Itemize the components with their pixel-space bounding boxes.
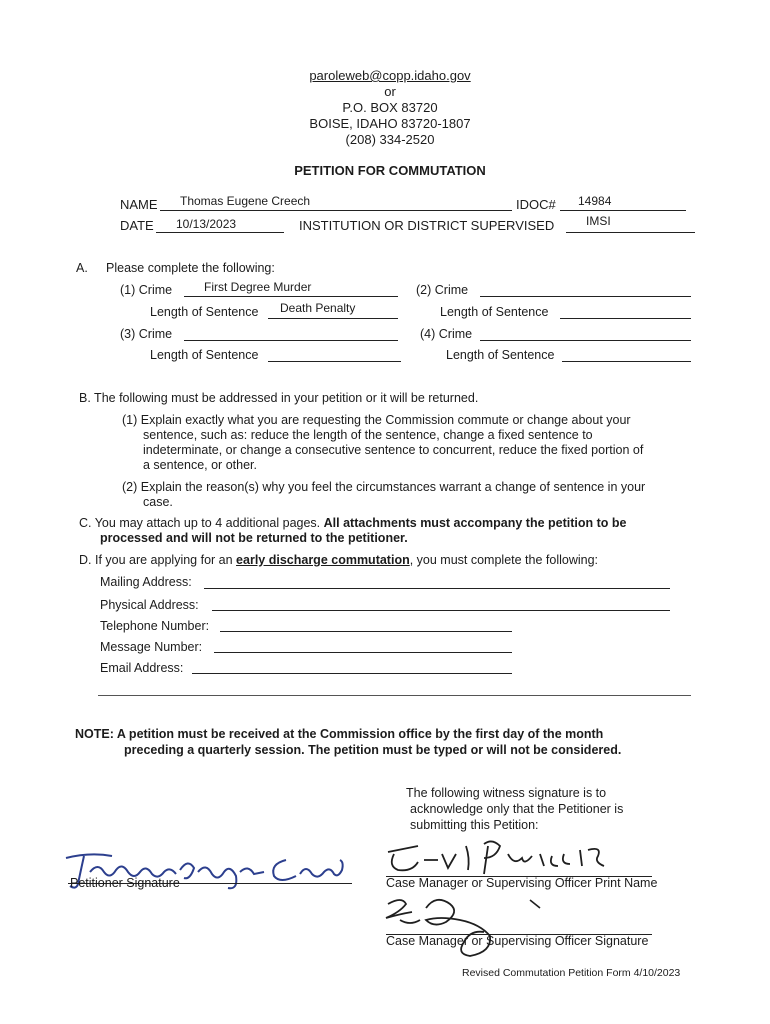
section-b-item-1-line-2: sentence, such as: reduce the length of the sentence, change a fixed sentence to <box>143 428 593 442</box>
note-line-1: NOTE: A petition must be received at the Commission office by the first day of the month <box>75 727 604 741</box>
mailing-address-line[interactable] <box>204 588 670 589</box>
section-c-bold-1: All attachments must accompany the petition to be <box>323 516 627 530</box>
section-a-intro: Please complete the following: <box>106 261 275 275</box>
crime-4-line[interactable] <box>480 340 691 341</box>
section-d-emphasis: early discharge commutation <box>236 553 410 567</box>
institution-label: INSTITUTION OR DISTRICT SUPERVISED <box>299 218 555 233</box>
crime-2-label: (2) Crime <box>416 283 469 297</box>
note-line-2: preceding a quarterly session. The petition must be typed or will not be considered. <box>124 743 622 757</box>
telephone-number-line[interactable] <box>220 631 512 632</box>
crime-3-length-label: Length of Sentence <box>150 348 259 362</box>
crime-2-line[interactable] <box>480 296 691 297</box>
section-b-intro: B. The following must be addressed in your petition or it will be returned. <box>79 391 479 405</box>
witness-text-line-2: acknowledge only that the Petitioner is <box>410 802 624 816</box>
mailing-address-label: Mailing Address: <box>100 575 192 589</box>
crime-3-label: (3) Crime <box>120 327 173 341</box>
section-b-item-1-line-4: a sentence, or other. <box>143 458 257 472</box>
crime-1-line <box>184 296 398 297</box>
message-number-line[interactable] <box>214 652 512 653</box>
date-line <box>156 232 284 233</box>
section-b-item-2-line-2: case. <box>143 495 173 509</box>
section-b-item-1-line-3: indeterminate, or change a consecutive sentence to concurrent, reduce the fixed portion of <box>143 443 644 457</box>
section-d-intro <box>79 553 598 567</box>
email-address-line[interactable] <box>192 673 512 674</box>
idoc-value[interactable]: 14984 <box>578 194 612 208</box>
page-title: PETITION FOR COMMUTATION <box>294 163 486 178</box>
email-address-label: Email Address: <box>100 661 184 675</box>
crime-4-label: (4) Crime <box>420 327 473 341</box>
date-label: DATE <box>120 218 154 233</box>
po-box: P.O. BOX 83720 <box>342 100 438 115</box>
case-manager-signature-image <box>380 890 560 962</box>
commission-email[interactable]: paroleweb@copp.idaho.gov <box>309 68 471 83</box>
case-manager-print-name-label: Case Manager or Supervising Officer Print Name <box>386 876 658 890</box>
physical-address-label: Physical Address: <box>100 598 199 612</box>
form-revision-footer: Revised Commutation Petition Form 4/10/2023 <box>462 967 681 979</box>
crime-1-length-label: Length of Sentence <box>150 305 259 319</box>
name-value[interactable]: Thomas Eugene Creech <box>180 194 311 208</box>
section-c-line-1 <box>79 516 626 530</box>
section-c-bold-2: processed and will not be returned to the petitioner. <box>100 531 408 545</box>
idoc-line <box>560 210 686 211</box>
crime-2-length-label: Length of Sentence <box>440 305 549 319</box>
section-d-suffix: , you must complete the following: <box>409 553 599 567</box>
section-c-prefix: C. You may attach up to 4 additional pages. <box>79 516 321 530</box>
telephone-number-label: Telephone Number: <box>100 619 210 633</box>
crime-3-line[interactable] <box>184 340 398 341</box>
city-state-zip: BOISE, IDAHO 83720-1807 <box>309 116 471 131</box>
case-manager-signature-label: Case Manager or Supervising Officer Signature <box>386 934 649 948</box>
crime-1-length-line <box>268 318 398 319</box>
section-b-item-2-line-1: (2) Explain the reason(s) why you feel the circumstances warrant a change of sentence in your <box>122 480 646 494</box>
name-label: NAME <box>120 197 158 212</box>
section-divider <box>98 695 691 696</box>
crime-1-length-value[interactable]: Death Penalty <box>280 301 356 315</box>
crime-2-length-line[interactable] <box>560 318 691 319</box>
phone-number: (208) 334-2520 <box>345 132 435 147</box>
crime-1-label: (1) Crime <box>120 283 173 297</box>
crime-4-length-line[interactable] <box>562 361 691 362</box>
name-line <box>160 210 512 211</box>
message-number-label: Message Number: <box>100 640 203 654</box>
header-or: or <box>384 84 396 99</box>
physical-address-line[interactable] <box>212 610 670 611</box>
case-manager-print-name-image <box>384 836 634 880</box>
witness-text-line-1: The following witness signature is to <box>406 786 607 800</box>
section-b-item-1-line-1: (1) Explain exactly what you are requesting the Commission commute or change about your <box>122 413 631 427</box>
crime-3-length-line[interactable] <box>268 361 401 362</box>
institution-value[interactable]: IMSI <box>586 214 611 228</box>
idoc-label: IDOC# <box>516 197 556 212</box>
petitioner-signature-label: Petitioner Signature <box>70 876 180 890</box>
crime-4-length-label: Length of Sentence <box>446 348 555 362</box>
section-a-letter: A. <box>76 261 88 275</box>
institution-line <box>566 232 695 233</box>
section-d-prefix: D. If you are applying for an <box>79 553 233 567</box>
witness-text-line-3: submitting this Petition: <box>410 818 539 832</box>
date-value[interactable]: 10/13/2023 <box>176 217 237 231</box>
crime-1-value[interactable]: First Degree Murder <box>204 280 312 294</box>
